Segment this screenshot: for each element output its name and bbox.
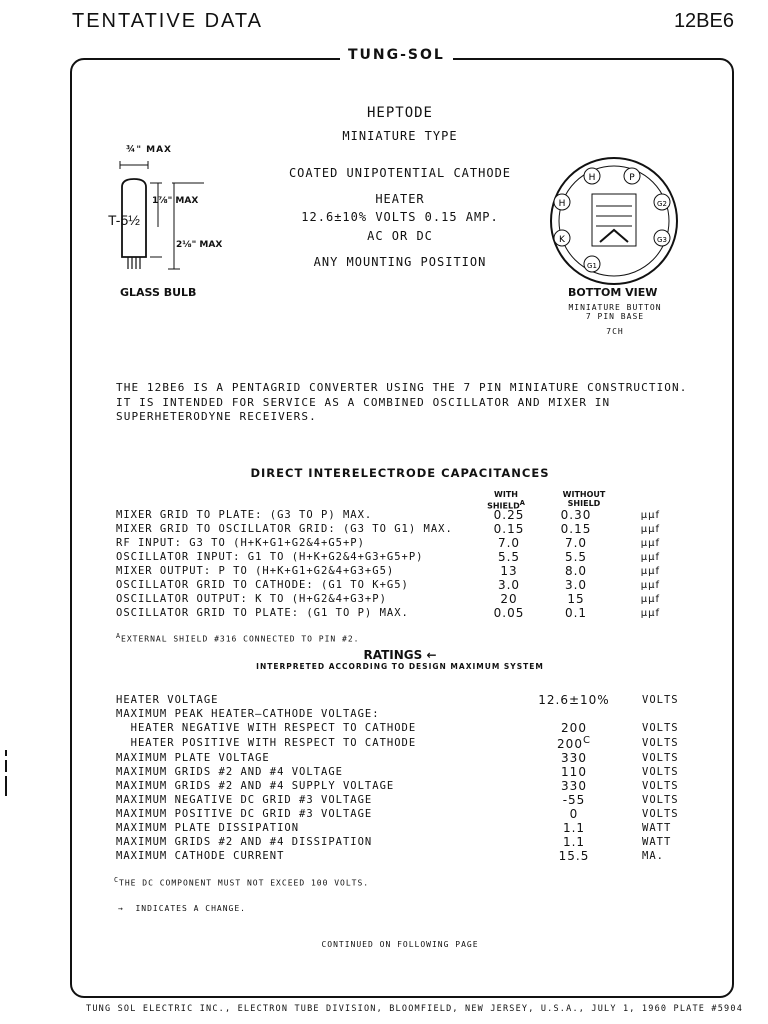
capacitance-label: OSCILLATOR GRID TO PLATE: (G1 TO P) MAX. <box>116 607 409 619</box>
bulb-dim-total: 2⅛" MAX <box>176 240 223 250</box>
base-subcaption-2: 7 PIN BASE <box>585 312 645 321</box>
col-with-shield: WITH $SHIELD^A$ <box>487 490 525 511</box>
continued-note: CONTINUED ON FOLLOWING PAGE <box>321 940 479 949</box>
rating-value: 1.1 <box>562 834 586 849</box>
rating-unit: VOLTS <box>642 779 679 792</box>
rating-value: 15.5 <box>558 848 590 863</box>
rating-row <box>116 707 692 721</box>
capacitances-table <box>116 508 660 620</box>
heater-label: HEATER <box>375 192 425 206</box>
capacitance-label: OSCILLATOR GRID TO CATHODE: (G1 TO K+G5) <box>116 579 409 591</box>
capacitance-without-shield: 0.15 <box>560 522 592 536</box>
capacitance-without-shield: 15 <box>567 592 585 606</box>
svg-text:H: H <box>588 173 596 183</box>
capacitance-unit: µµf <box>640 537 660 549</box>
rating-value: 0 <box>569 806 579 821</box>
bulb-type: T-5½ <box>108 212 140 228</box>
capacitance-unit: µµf <box>640 523 660 535</box>
rating-row <box>116 835 692 849</box>
tube-number: 12BE6 <box>673 10 734 32</box>
bulb-caption: GLASS BULB <box>120 286 197 299</box>
base-subcaption-1: MINIATURE BUTTON <box>568 303 662 312</box>
change-note: → INDICATES A CHANGE. <box>118 904 246 913</box>
svg-text:G3: G3 <box>657 236 667 244</box>
rating-value: 200 <box>561 720 587 735</box>
rating-label: MAXIMUM CATHODE CURRENT <box>116 849 285 862</box>
rating-mark: C <box>582 734 591 746</box>
rating-label: MAXIMUM GRIDS #2 AND #4 VOLTAGE <box>116 765 343 778</box>
tube-type: HEPTODE <box>366 105 433 121</box>
capacitance-with-shield: 0.15 <box>493 522 525 536</box>
rating-unit: VOLTS <box>642 765 679 778</box>
rating-value-cell <box>522 821 626 835</box>
rating-label: HEATER NEGATIVE WITH RESPECT TO CATHODE <box>116 721 417 734</box>
rating-value: 1.1 <box>562 820 586 835</box>
heater-supply: AC OR DC <box>367 229 433 243</box>
capacitance-with-shield: 0.05 <box>493 606 525 620</box>
svg-text:G2: G2 <box>657 200 667 208</box>
rating-row <box>116 735 692 751</box>
rating-row <box>116 807 692 821</box>
rating-row <box>116 779 692 793</box>
rating-value-cell <box>522 807 626 821</box>
rating-unit: VOLTS <box>642 793 679 806</box>
rating-row <box>116 751 692 765</box>
capacitance-unit: µµf <box>640 551 660 563</box>
rating-unit: MA. <box>642 849 664 862</box>
rating-value: 330 <box>561 750 587 765</box>
mounting-position: ANY MOUNTING POSITION <box>313 255 487 269</box>
capacitance-row <box>116 592 660 606</box>
right-arrow-icon: → <box>118 904 124 913</box>
rating-unit: VOLTS <box>642 721 679 734</box>
rating-row <box>116 849 692 863</box>
rating-row <box>116 693 692 707</box>
rating-value: 330 <box>561 778 587 793</box>
rating-label: HEATER VOLTAGE <box>116 694 219 706</box>
brand-logo: TUNG-SOL <box>340 47 453 63</box>
rating-value-cell <box>522 735 626 751</box>
rating-unit: WATT <box>642 821 672 834</box>
rating-unit: VOLTS <box>642 751 679 764</box>
col-without-shield: WITHOUT SHIELD <box>562 490 606 508</box>
capacitance-with-shield: 13 <box>500 564 518 578</box>
capacitance-without-shield: 7.0 <box>564 536 588 550</box>
rating-value-cell <box>522 793 626 807</box>
rating-unit: WATT <box>642 835 672 848</box>
footer-publisher: TUNG SOL ELECTRIC INC., ELECTRON TUBE DIVISION, BLOOMFIELD, NEW JERSEY, U.S.A., JULY 1, 1960 PLATE #5904 <box>86 1004 744 1014</box>
capacitance-label: MIXER GRID TO OSCILLATOR GRID: (G3 TO G1) MAX. <box>116 523 453 535</box>
rating-label: MAXIMUM PLATE DISSIPATION <box>116 821 300 834</box>
rating-value-cell <box>522 721 626 735</box>
capacitance-with-shield: 7.0 <box>497 536 521 550</box>
rating-unit <box>626 707 692 721</box>
capacitance-unit: µµf <box>640 579 660 591</box>
rating-label: MAXIMUM POSITIVE DC GRID #3 VOLTAGE <box>116 807 373 820</box>
rating-value-cell <box>522 849 626 863</box>
tube-description: THE 12BE6 IS A PENTAGRID CONVERTER USING THE 7 PIN MINIATURE CONSTRUCTION. IT IS INTENDED FOR SERVICE AS A COMBINED OSCILLATOR AND MIXER IN SUPERHETERODYNE RECEIVERS. <box>116 381 688 423</box>
capacitance-unit: µµf <box>640 565 660 577</box>
ratings-title: RATINGS ← <box>363 648 437 662</box>
rating-value-cell <box>522 765 626 779</box>
bulb-outline-drawing <box>104 145 214 275</box>
rating-unit: VOLTS <box>642 807 679 820</box>
capacitance-row <box>116 564 660 578</box>
rating-row <box>116 765 692 779</box>
svg-text:H: H <box>558 199 566 209</box>
ratings-table <box>116 693 692 863</box>
ratings-subtitle: INTERPRETED ACCORDING TO DESIGN MAXIMUM SYSTEM <box>256 662 544 671</box>
capacitance-without-shield: 5.5 <box>564 550 588 564</box>
rating-row <box>116 821 692 835</box>
svg-text:P: P <box>629 173 635 183</box>
base-pin-diagram <box>536 156 692 286</box>
capacitance-unit: µµf <box>640 509 660 521</box>
capacitance-row <box>116 606 660 620</box>
cathode-type: COATED UNIPOTENTIAL CATHODE <box>288 166 512 180</box>
bulb-dim-height: 1⅞" MAX <box>152 196 199 206</box>
base-code: 7CH <box>606 327 624 336</box>
capacitance-row <box>116 522 660 536</box>
capacitance-row <box>116 536 660 550</box>
capacitance-row <box>116 550 660 564</box>
rating-value: 110 <box>561 764 587 779</box>
capacitance-without-shield: 3.0 <box>564 578 588 592</box>
rating-label: MAXIMUM PEAK HEATER—CATHODE VOLTAGE: <box>116 707 380 720</box>
rating-label: MAXIMUM GRIDS #2 AND #4 DISSIPATION <box>116 835 373 848</box>
svg-text:K: K <box>559 235 565 245</box>
base-caption: BOTTOM VIEW <box>568 286 658 299</box>
rating-label: MAXIMUM GRIDS #2 AND #4 SUPPLY VOLTAGE <box>116 779 395 792</box>
heater-value: 12.6±10% VOLTS 0.15 AMP. <box>301 210 499 224</box>
rating-value-cell <box>522 751 626 765</box>
capacitance-with-shield: 5.5 <box>497 550 521 564</box>
shield-footnote: $^A$EXTERNAL SHIELD #316 CONNECTED TO PIN #2. <box>116 632 360 644</box>
rating-label: MAXIMUM NEGATIVE DC GRID #3 VOLTAGE <box>116 793 373 806</box>
capacitance-label: RF INPUT: G3 TO (H+K+G1+G2&4+G5+P) <box>116 537 365 549</box>
rating-value-cell <box>522 835 626 849</box>
capacitance-label: MIXER OUTPUT: P TO (H+K+G1+G2&4+G3+G5) <box>116 565 395 577</box>
rating-value: -55 <box>562 792 586 807</box>
capacitance-with-shield: 3.0 <box>497 578 521 592</box>
capacitance-label: OSCILLATOR INPUT: G1 TO (H+K+G2&4+G3+G5+P) <box>116 551 424 563</box>
capacitance-label: MIXER GRID TO PLATE: (G3 TO P) MAX. <box>116 509 373 521</box>
rating-value-cell <box>522 779 626 793</box>
rating-value-cell <box>522 707 626 721</box>
bulb-dim-width: ¾" MAX <box>126 145 172 155</box>
header-title: TENTATIVE DATA <box>72 10 263 32</box>
rating-unit: VOLTS <box>642 736 679 749</box>
svg-text:G1: G1 <box>587 262 597 270</box>
capacitance-without-shield: 0.1 <box>564 606 588 620</box>
capacitance-with-shield: 20 <box>500 592 518 606</box>
capacitance-unit: µµf <box>640 607 660 619</box>
rating-label: HEATER POSITIVE WITH RESPECT TO CATHODE <box>116 736 417 749</box>
side-print-mark <box>2 750 12 810</box>
capacitance-unit: µµf <box>640 593 660 605</box>
rating-row <box>116 793 692 807</box>
rating-label: MAXIMUM PLATE VOLTAGE <box>116 751 270 764</box>
capacitance-with-shield: 0.25 <box>493 508 525 522</box>
dc-footnote: $^C$THE DC COMPONENT MUST NOT EXCEED 100 VOLTS. <box>114 876 370 888</box>
tube-subtype: MINIATURE TYPE <box>342 129 458 143</box>
capacitances-title: DIRECT INTERELECTRODE CAPACITANCES <box>250 466 550 480</box>
rating-value-cell <box>522 693 626 707</box>
rating-row <box>116 721 692 735</box>
capacitance-row <box>116 508 660 522</box>
rating-unit: VOLTS <box>642 694 679 706</box>
capacitance-without-shield: 0.30 <box>560 508 592 522</box>
capacitance-without-shield: 8.0 <box>564 564 588 578</box>
rating-value: 12.6±10% <box>538 693 610 707</box>
capacitance-row <box>116 578 660 592</box>
rating-value: 200 <box>557 736 583 751</box>
capacitance-label: OSCILLATOR OUTPUT: K TO (H+G2&4+G3+P) <box>116 593 387 605</box>
